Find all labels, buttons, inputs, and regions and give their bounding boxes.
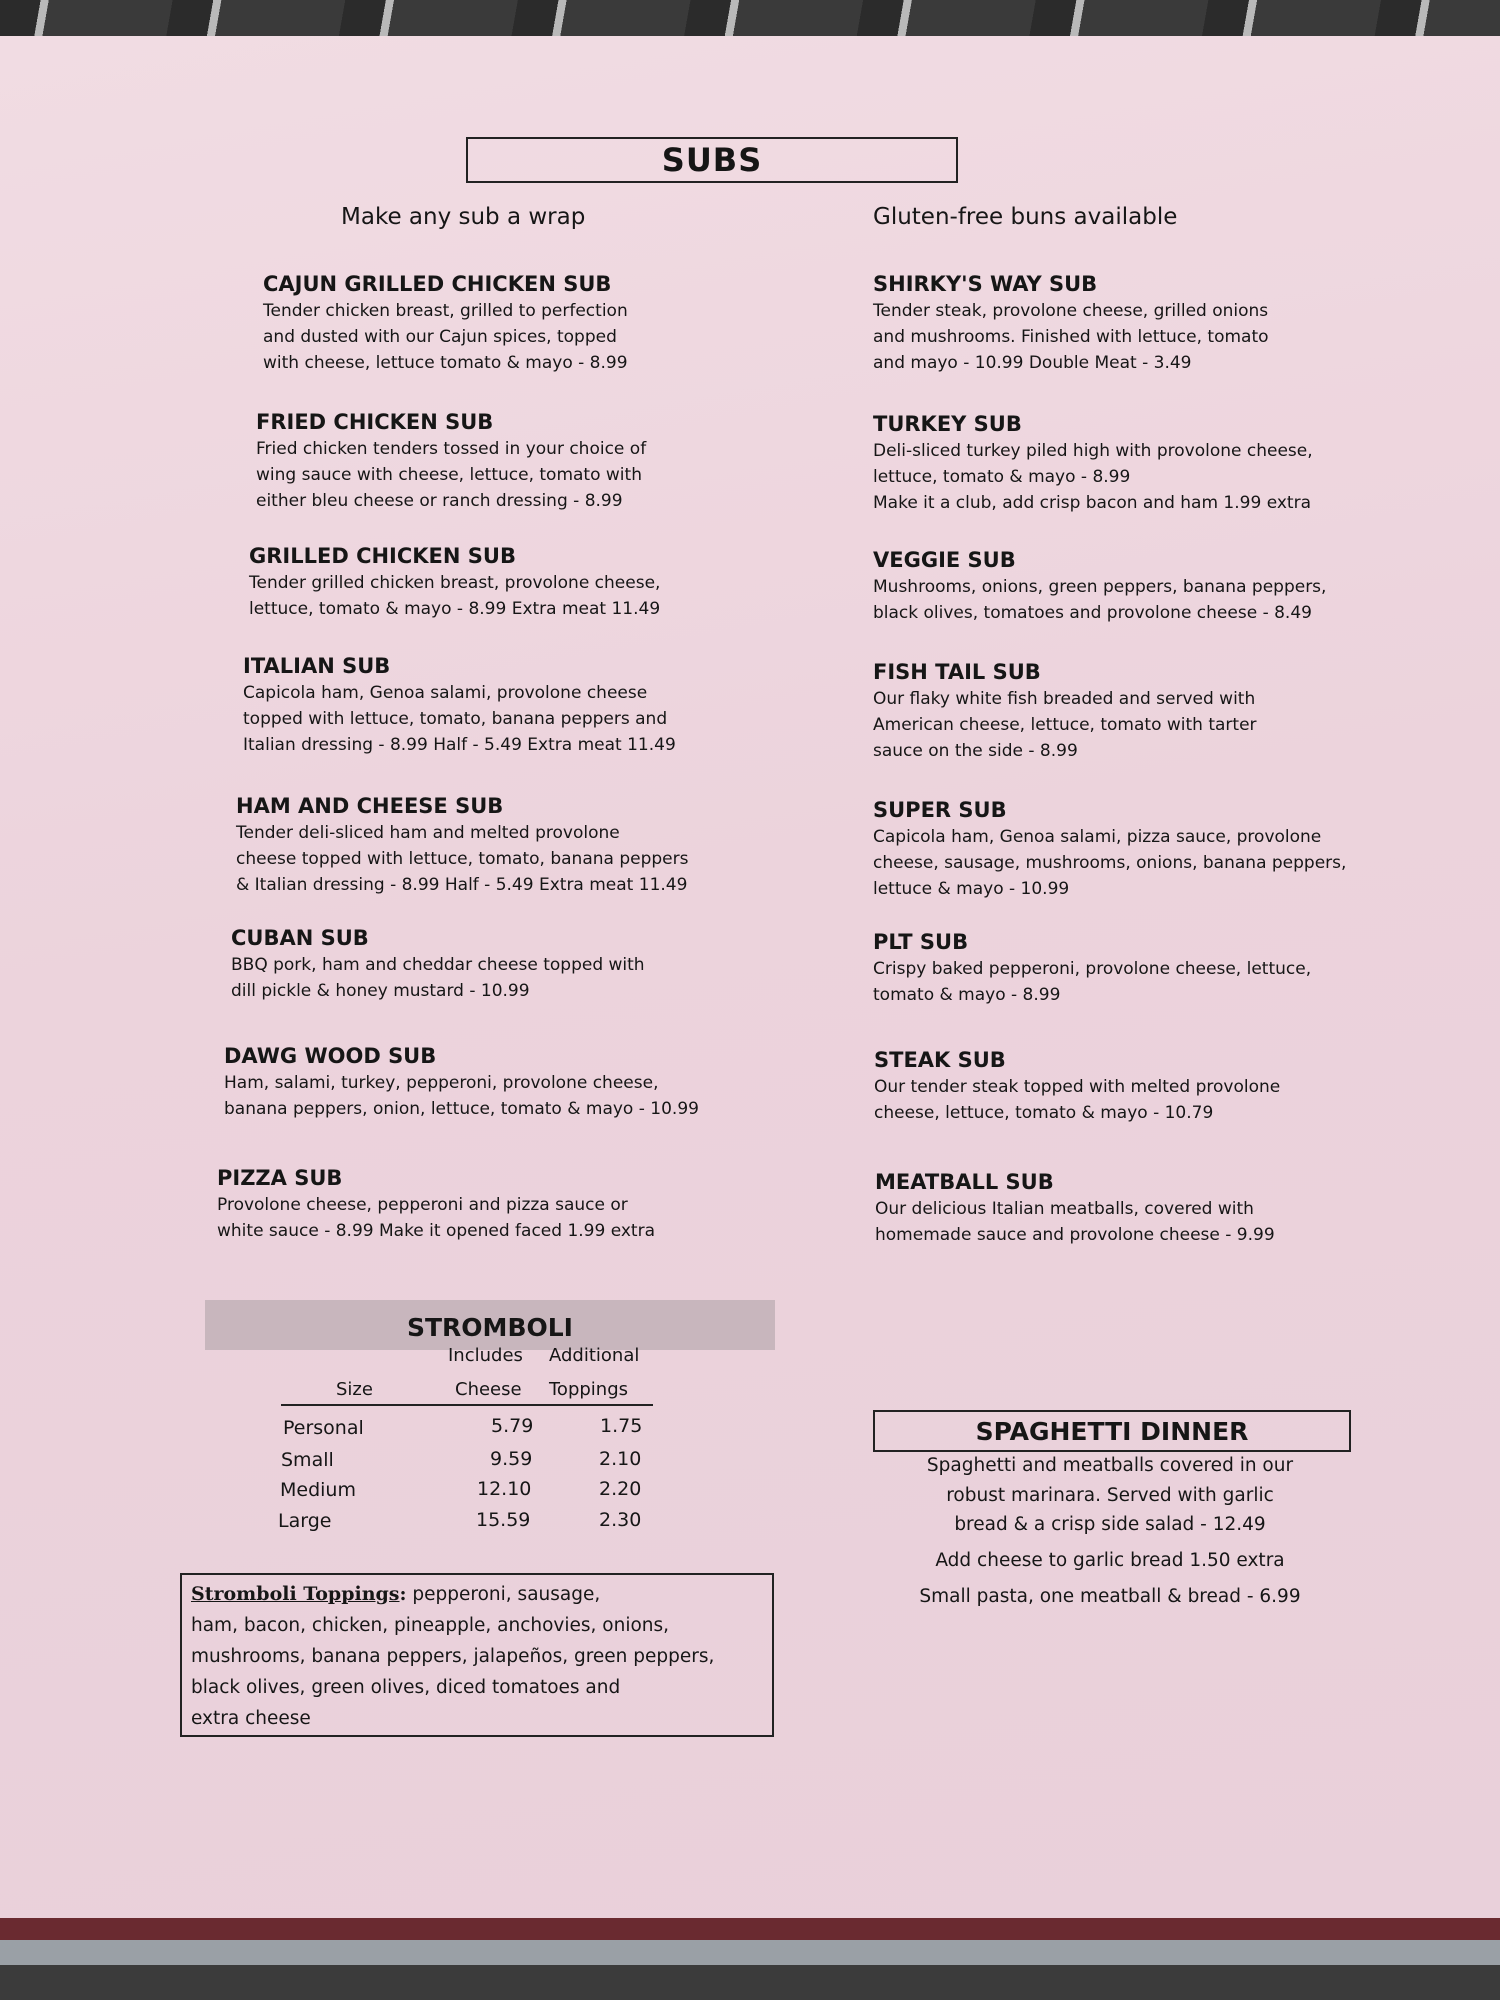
spaghetti-line: Add cheese to garlic bread 1.50 extra (935, 1550, 1285, 1571)
item-name: STEAK SUB (874, 1048, 1006, 1072)
toppings-column-header-top: Additional (549, 1345, 640, 1366)
toppings-price-cell: 2.30 (599, 1509, 642, 1531)
cheese-price-cell: 9.59 (490, 1448, 533, 1470)
item-name: PLT SUB (873, 930, 969, 954)
menu-item (875, 1168, 1275, 1248)
item-description: Our tender steak topped with melted provolone cheese, lettuce, tomato & mayo - 10.79 (874, 1077, 1281, 1123)
item-name: TURKEY SUB (873, 412, 1022, 436)
spaghetti-line: Spaghetti and meatballs covered in our (926, 1455, 1294, 1476)
size-cell: Personal (283, 1417, 364, 1439)
menu-item (243, 652, 676, 758)
cheese-price-cell: 12.10 (477, 1478, 532, 1500)
toppings-price-cell: 2.20 (599, 1478, 642, 1500)
stromboli-toppings-box (180, 1573, 774, 1737)
menu-item (263, 270, 628, 376)
item-description: Mushrooms, onions, green peppers, banana peppers, black olives, tomatoes and provolone cheese - 8.49 (873, 577, 1327, 623)
menu-item (873, 546, 1326, 626)
item-name: DAWG WOOD SUB (224, 1044, 437, 1068)
menu-item (217, 1164, 655, 1244)
item-description: Crispy baked pepperoni, provolone cheese, lettuce, tomato & mayo - 8.99 (873, 959, 1312, 1005)
item-name: PIZZA SUB (217, 1166, 343, 1190)
size-column-header: Size (336, 1379, 373, 1400)
table-divider (281, 1404, 653, 1406)
item-description: Tender chicken breast, grilled to perfection and dusted with our Cajun spices, topped with cheese, lettuce tomato & mayo - 8.99 (263, 301, 628, 373)
cheese-price-cell: 5.79 (491, 1415, 534, 1437)
stromboli-title: STROMBOLI (205, 1300, 775, 1350)
menu-item (224, 1042, 699, 1122)
menu-item (873, 270, 1269, 376)
size-cell: Small (281, 1449, 334, 1471)
item-name: CAJUN GRILLED CHICKEN SUB (263, 272, 612, 296)
item-description: Capicola ham, Genoa salami, provolone cheese topped with lettuce, tomato, banana peppers and Italian dressing - 8.99 Half - 5.49 Extra meat 11.49 (243, 683, 676, 755)
subs-title: SUBS (466, 137, 958, 183)
item-description: Fried chicken tenders tossed in your choice of wing sauce with cheese, lettuce, tomato with either bleu cheese or ranch dressing - 8.99 (256, 439, 647, 511)
spaghetti-line: bread & a crisp side salad - 12.49 (954, 1514, 1266, 1535)
item-name: MEATBALL SUB (875, 1170, 1054, 1194)
item-description: Tender steak, provolone cheese, grilled onions and mushrooms. Finished with lettuce, tomato and mayo - 10.99 Double Meat - 3.49 (873, 301, 1269, 373)
size-cell: Medium (280, 1479, 356, 1501)
menu-item (873, 928, 1311, 1008)
item-name: GRILLED CHICKEN SUB (249, 544, 516, 568)
spaghetti-line: robust marinara. Served with garlic (946, 1485, 1274, 1506)
item-description: Our delicious Italian meatballs, covered with homemade sauce and provolone cheese - 9.99 (875, 1199, 1275, 1245)
toppings-price-cell: 2.10 (599, 1448, 642, 1470)
size-cell: Large (278, 1510, 332, 1532)
menu-item (256, 408, 646, 514)
cheese-column-header-bottom: Cheese (455, 1379, 522, 1400)
menu-item (236, 792, 688, 898)
item-name: FISH TAIL SUB (873, 660, 1041, 684)
toppings-list: pepperoni, sausage, ham, bacon, chicken, pineapple, anchovies, onions, mushrooms, banana peppers, jalapeños, green peppers, black olives, green olives, diced tomatoes and extra cheese (191, 1584, 715, 1729)
menu-item (873, 658, 1257, 764)
menu-item (873, 410, 1313, 516)
item-description: Provolone cheese, pepperoni and pizza sauce or white sauce - 8.99 Make it opened faced 1.99 extra (217, 1195, 655, 1241)
cheese-column-header-top: Includes (448, 1345, 523, 1366)
toppings-label: Stromboli Toppings (191, 1583, 400, 1605)
toppings-column-header-bottom: Toppings (549, 1379, 629, 1400)
item-name: FRIED CHICKEN SUB (256, 410, 494, 434)
item-description: Ham, salami, turkey, pepperoni, provolone cheese, banana peppers, onion, lettuce, tomato & mayo - 10.99 (224, 1073, 699, 1119)
item-name: SHIRKY'S WAY SUB (873, 272, 1098, 296)
spaghetti-line: Small pasta, one meatball & bread - 6.99 (919, 1586, 1301, 1607)
item-name: HAM AND CHEESE SUB (236, 794, 504, 818)
cheese-price-cell: 15.59 (476, 1509, 531, 1531)
menu-item (874, 1046, 1280, 1126)
item-description: Deli-sliced turkey piled high with provolone cheese, lettuce, tomato & mayo - 8.99 Make it a club, add crisp bacon and ham 1.99 extra (873, 441, 1313, 513)
item-description: Capicola ham, Genoa salami, pizza sauce, provolone cheese, sausage, mushrooms, onions, banana peppers, lettuce & mayo - 10.99 (873, 827, 1347, 899)
menu-item (249, 542, 660, 622)
spaghetti-title: SPAGHETTI DINNER (873, 1410, 1351, 1452)
toppings-colon: : (399, 1583, 407, 1605)
item-name: ITALIAN SUB (243, 654, 391, 678)
gluten-free-note: Gluten-free buns available (873, 204, 1178, 230)
table-surface-bottom (0, 1905, 1500, 2000)
menu-item (873, 796, 1346, 902)
item-description: BBQ pork, ham and cheddar cheese topped with dill pickle & honey mustard - 10.99 (231, 955, 645, 1001)
menu-item (231, 924, 645, 1004)
wrap-note: Make any sub a wrap (341, 204, 586, 230)
toppings-price-cell: 1.75 (600, 1415, 643, 1437)
item-name: VEGGIE SUB (873, 548, 1016, 572)
item-name: CUBAN SUB (231, 926, 369, 950)
item-description: Tender grilled chicken breast, provolone cheese, lettuce, tomato & mayo - 8.99 Extra meat 11.49 (249, 573, 661, 619)
item-description: Tender deli-sliced ham and melted provolone cheese topped with lettuce, tomato, banana peppers & Italian dressing - 8.99 Half - 5.49 Extra meat 11.49 (236, 823, 689, 895)
item-name: SUPER SUB (873, 798, 1007, 822)
item-description: Our flaky white fish breaded and served with American cheese, lettuce, tomato with tarter sauce on the side - 8.99 (873, 689, 1257, 761)
